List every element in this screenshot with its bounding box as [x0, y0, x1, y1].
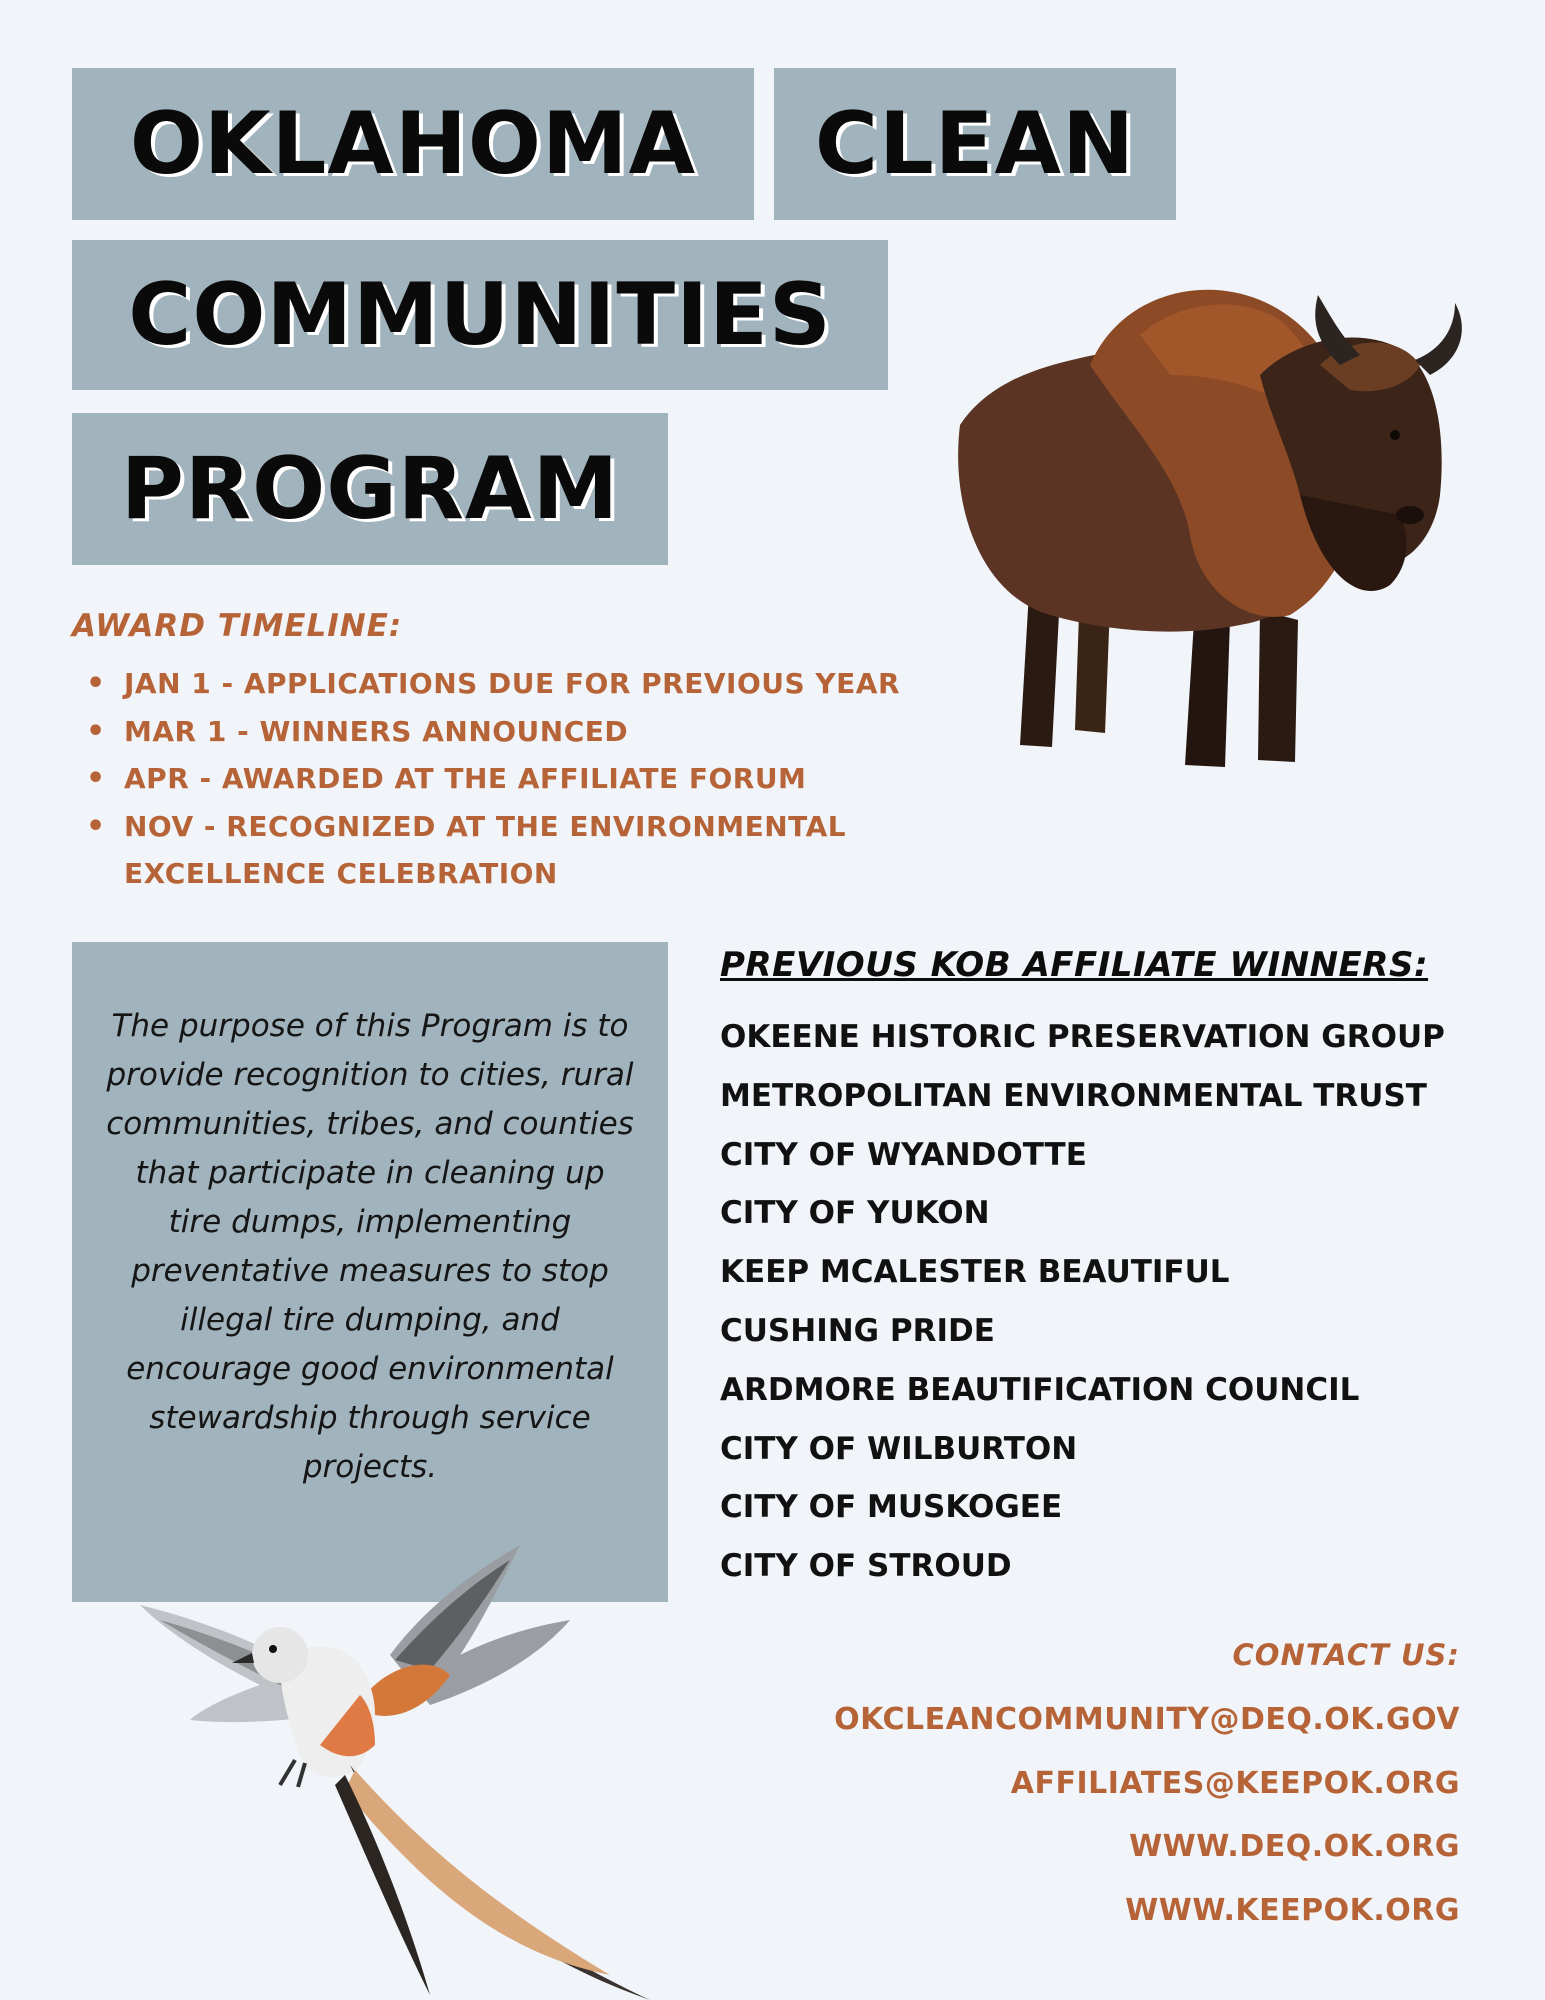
scissor-tailed-flycatcher-image [130, 1545, 690, 2000]
timeline-item: • APR - AWARDED AT THE AFFILIATE FORUM [82, 755, 962, 803]
winner-item: CITY OF STROUD [720, 1548, 1012, 1585]
winner-item: METROPOLITAN ENVIRONMENTAL TRUST [720, 1077, 1427, 1114]
winners-list [720, 1012, 1445, 1600]
purpose-text: The purpose of this Program is to provide recognition to cities, rural communities, tribes, and counties that participate in cleaning up tire dumps, implementing preventative measures to stop illegal tire dumping, and encourage good environmental stewardship through service projects. [106, 1008, 634, 1485]
winner-item: KEEP MCALESTER BEAUTIFUL [720, 1254, 1230, 1291]
winner-item: CITY OF WILBURTON [720, 1430, 1078, 1467]
title-word-oklahoma: OKLAHOMA [129, 94, 697, 194]
timeline-item: • NOV - RECOGNIZED AT THE ENVIRONMENTAL EXCELLENCE CELEBRATION [82, 803, 904, 898]
winner-item: OKEENE HISTORIC PRESERVATION GROUP [720, 1019, 1445, 1055]
timeline-item: • MAR 1 - WINNERS ANNOUNCED [82, 708, 962, 756]
contact-link-keepok[interactable]: WWW.KEEPOK.ORG [1125, 1892, 1460, 1928]
winner-item: CUSHING PRIDE [720, 1312, 995, 1349]
winners-heading: PREVIOUS KOB AFFILIATE WINNERS: [720, 945, 1429, 985]
winner-item: CITY OF MUSKOGEE [720, 1489, 1063, 1526]
contact-list [834, 1690, 1460, 1944]
title-box-clean [774, 68, 1176, 220]
winner-item: ARDMORE BEAUTIFICATION COUNCIL [720, 1371, 1360, 1408]
title-box-communities [72, 240, 888, 390]
bison-image [940, 275, 1495, 775]
contact-link-deq[interactable]: WWW.DEQ.OK.ORG [1129, 1829, 1460, 1864]
title-word-communities: COMMUNITIES [128, 265, 832, 365]
title-word-program: PROGRAM [120, 439, 620, 539]
contact-email-deq[interactable]: OKCLEANCOMMUNITY@DEQ.OK.GOV [834, 1702, 1460, 1737]
winner-item: CITY OF WYANDOTTE [720, 1136, 1087, 1173]
title-word-clean: CLEAN [814, 94, 1136, 194]
winner-item: CITY OF YUKON [720, 1195, 990, 1232]
contact-email-keepok[interactable]: AFFILIATES@KEEPOK.ORG [1010, 1765, 1460, 1801]
award-timeline-list [82, 660, 962, 898]
timeline-item: • JAN 1 - APPLICATIONS DUE FOR PREVIOUS YEAR [82, 660, 962, 708]
contact-heading: CONTACT US: [1232, 1638, 1460, 1672]
title-box-oklahoma [72, 68, 754, 220]
award-timeline-heading: AWARD TIMELINE: [72, 608, 403, 644]
purpose-box [72, 942, 668, 1602]
title-box-program [72, 413, 668, 565]
